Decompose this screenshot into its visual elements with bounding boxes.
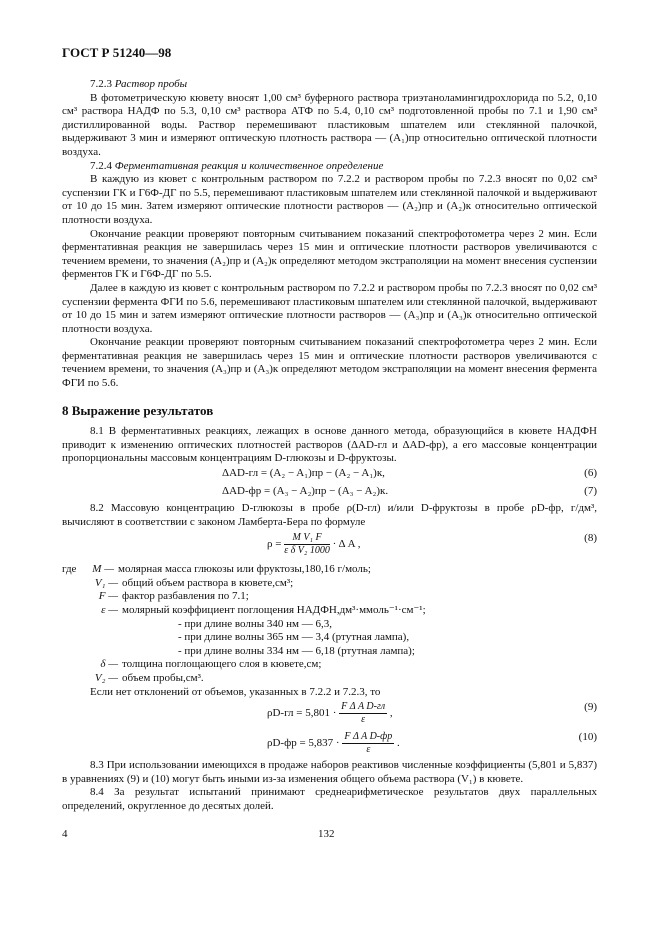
equation-6-formula: ΔAD-гл = (A₂ − A₁)пр − (A₂ − A₁)к, [222, 467, 385, 480]
legend-symbol: V₁ — [94, 576, 118, 589]
paragraph-7-2-3: В фотометрическую кювету вносят 1,00 см³ буферного раствора триэтаноламингидрохлорида по 5.2, 0,10 см³ раствора НАДФ по 5.3, 0,10 см³ раствора АТФ по 5.4, 0,10 см³ подготовленной пробы по 7.1 и 1,90 см³ дистиллированной воды. Раствор перемешивают пластиковым шпателем или стеклянной палочкой, выдерживают 3 мин и измеряют оптическую плотность раствора — (A₁)пр относительно оптической плотности воздуха. [62, 91, 597, 158]
standard-title: ГОСТ Р 51240—98 [62, 45, 172, 60]
variable-legend [62, 563, 597, 685]
legend-text: молярная масса глюкозы или фруктозы,180,16 г/моль; [118, 563, 371, 576]
section-number: 7.2.4 [90, 159, 112, 172]
legend-symbol: δ — [100, 658, 118, 671]
legend-text: общий объем раствора в кювете,см³; [122, 576, 294, 589]
legend-row [62, 672, 597, 686]
legend-row [62, 590, 597, 604]
equation-9-lhs: ρD-гл = 5,801 · [267, 707, 337, 720]
fraction-denominator: ε [361, 714, 366, 726]
equation-8 [62, 529, 597, 563]
equation-10-fraction [342, 731, 394, 756]
fraction-denominator: ε [366, 744, 371, 756]
section-7-2-4-title [62, 160, 597, 174]
equation-10-tail: . [396, 737, 400, 750]
paragraph-8-1: 8.1 В ферментативных реакциях, лежащих в основе данного метода, образующийся в кювете НАДФН приводит к изменению оптических плотностей растворов (ΔAD-гл и ΔAD-фр), а его массовые концентрации пропорциональны массовым концентрациям D-глюкозы и D-фруктозы. [62, 425, 597, 465]
paragraph-7-2-4-d: Окончание реакции проверяют повторным считыванием показаний спектрофотометра через 2 мин. Если ферментативная реакция не завершилась через 15 мин и оптические плотности растворов увеличиваются с течением времени, то значения (A₃)пр и (A₃)к определяют методом экстраполяции на момент внесения фермента ФГИ по 5.6. [62, 336, 597, 390]
paragraph-7-2-4-a: В каждую из кювет с контрольным раствором по 7.2.2 и раствором пробы по 7.2.3 вносят по 0,02 см³ суспензии ГК и Г6Ф-ДГ по 5.5, перемешивают пластиковым шпателем или стеклянной палочкой и выдерживают от 10 до 15 мин. Затем измеряют оптические плотности растворов — (A₂)пр и (A₂)к относительно оптической плотности воздуха. [62, 173, 597, 226]
legend-symbol: ε — [101, 604, 118, 616]
legend-row [62, 563, 597, 577]
equation-10-formula [267, 731, 400, 756]
legend-text: объем пробы,см³. [122, 671, 204, 684]
page-number-center: 132 [318, 828, 335, 840]
section-7-2-3-title [62, 78, 597, 92]
legend-row [62, 658, 597, 672]
fraction-numerator: F Δ A D-гл [341, 701, 386, 713]
legend-text: молярный коэффициент поглощения НАДФН,дм³·ммоль⁻¹·см⁻¹; [122, 604, 426, 616]
equation-10 [62, 729, 597, 759]
paragraph-8-3: 8.3 При использовании имеющихся в продаже наборов реактивов численные коэффициенты (5,801 и 5,837) в уравнениях (9) и (10) могут быть иными из-за изменения общего объема раствора (V₁) в кювете. [62, 759, 597, 785]
equation-9-fraction [339, 701, 387, 726]
section-title: Ферментативная реакция и количественное определение [114, 159, 384, 172]
wavelength-item: - при длине волны 340 нм — 6,3, [178, 617, 333, 630]
section-title: Раствор пробы [114, 78, 188, 90]
wavelength-item: - при длине волны 365 нм — 3,4 (ртутная лампа), [178, 631, 410, 644]
legend-text: фактор разбавления по 7.1; [122, 590, 249, 603]
equation-9-number: (9) [584, 701, 597, 714]
paragraph-8-2: 8.2 Массовую концентрацию D-глюкозы в пробе ρ(D-гл) и/или D-фруктозы в пробе ρD-фр, г/дм³, вычисляют в соответствии с законом Ламберта-Бера по формуле [62, 502, 597, 528]
paragraph-deviation: Если нет отклонений от объемов, указанных в 7.2.2 и 7.2.3, то [90, 685, 381, 698]
legend-symbol: V₂ — [94, 671, 118, 684]
legend-lead: где [62, 563, 77, 576]
equation-7-formula: ΔAD-фр = (A₃ − A₂)пр − (A₃ − A₂)к. [222, 485, 389, 498]
paragraph-8-4: 8.4 За результат испытаний принимают среднеарифметическое результатов двух параллельных определений, округленное до десятых долей. [62, 786, 597, 812]
fraction-numerator: F Δ A D-фр [344, 731, 393, 743]
legend-row [62, 577, 597, 591]
paragraph-7-2-4-b: Окончание реакции проверяют повторным считыванием показаний спектрофотометра через 2 мин. Если ферментативная реакция не завершилась через 15 мин и оптические плотности растворов увеличиваются с течением времени, то значения (A₂)пр и (A₂)к определяют методом экстраполяции на момент внесения суспензии ферментов ГК и Г6Ф-ДГ по 5.5. [62, 227, 597, 281]
legend-row [62, 604, 597, 618]
legend-symbol: M — [92, 563, 114, 576]
wavelength-item: - при длине волны 334 нм — 6,18 (ртутная лампа); [178, 644, 415, 657]
equation-8-fraction [284, 532, 330, 557]
page-number-left: 4 [62, 828, 68, 840]
fraction-numerator: M V₁ F [284, 532, 330, 545]
paragraph-7-2-4-c: Далее в каждую из кювет с контрольным раствором по 7.2.2 и раствором пробы по 7.2.3 вносят по 0,02 см³ суспензии фермента ФГИ по 5.6, перемешивают пластиковым шпателем или стеклянной палочкой, выдерживают от 10 до 15 мин и затем измеряют оптические плотности растворов — (A₃)пр и (A₃)к относительно оптической плотности воздуха. [62, 281, 597, 335]
legend-text: толщина поглощающего слоя в кювете,см; [122, 658, 322, 671]
legend-symbol: F — [98, 590, 118, 603]
equation-9-formula [267, 701, 393, 726]
equation-8-lhs: ρ = [267, 538, 282, 551]
equation-10-number: (10) [578, 731, 597, 744]
equation-7 [62, 484, 597, 502]
document-body [62, 78, 597, 814]
equation-10-lhs: ρD-фр = 5,837 · [267, 737, 340, 750]
section-number: 7.2.3 [90, 78, 112, 90]
equation-8-rhs: · Δ A , [332, 538, 361, 551]
fraction-denominator: ε δ V₂ 1000 [284, 545, 330, 557]
equation-9-tail: , [389, 707, 393, 720]
equation-6 [62, 466, 597, 484]
equation-8-formula [267, 532, 361, 557]
equation-7-number: (7) [584, 485, 597, 498]
equation-9 [62, 699, 597, 729]
equation-6-number: (6) [584, 467, 597, 480]
equation-8-number: (8) [584, 532, 597, 545]
section-8-heading: 8 Выражение результатов [62, 402, 214, 418]
